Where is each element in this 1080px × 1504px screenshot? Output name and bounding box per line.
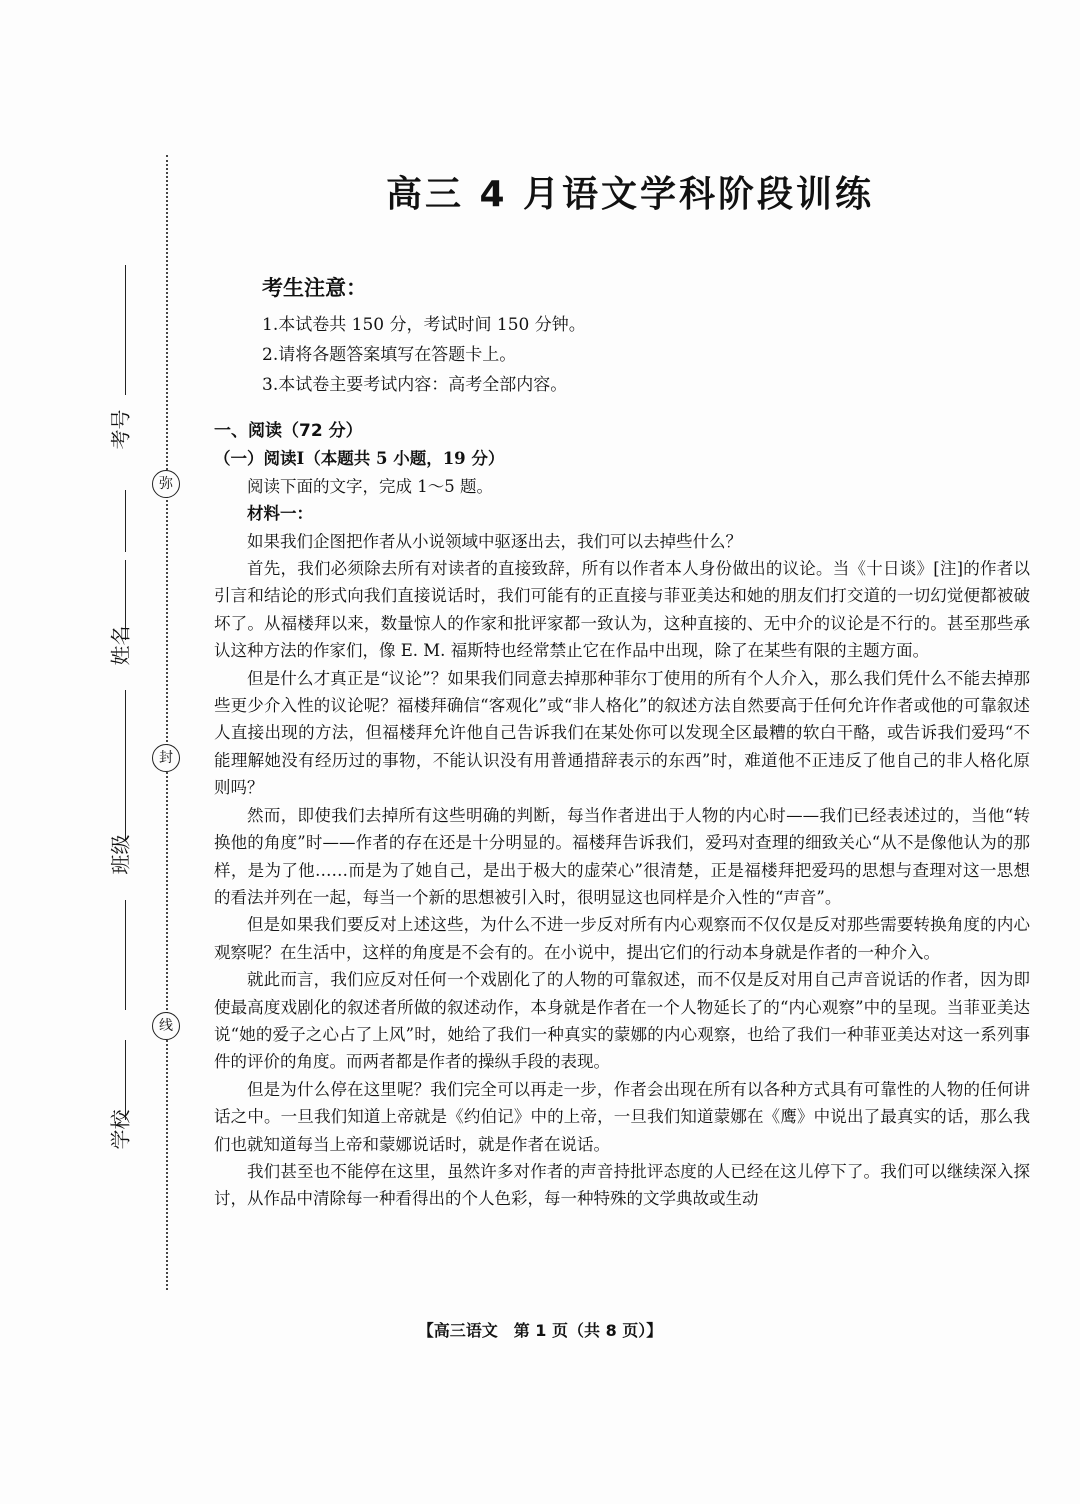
binding-dotted-line xyxy=(166,155,168,1290)
reading-content xyxy=(214,418,1030,1213)
section-heading: 一、阅读（72 分） xyxy=(214,421,363,441)
reading-instruction: 阅读下面的文字，完成 1～5 题。 xyxy=(247,476,493,496)
passage-paragraph: 但是为什么停在这里呢？我们完全可以再走一步，作者会出现在所有以各种方式具有可靠性的人物的任何讲话之中。一旦我们知道上帝就是《约伯记》中的上帝，一旦我们知道蒙娜在《鹰》中说出了最真实的话，那么我们也就知道每当上帝和蒙娜说话时，就是作者在说话。 xyxy=(214,1079,1030,1154)
passage-paragraph: 首先，我们必须除去所有对读者的直接致辞，所有以作者本人身份做出的议论。当《十日谈》[注]的作者以引言和结论的形式向我们直接说话时，我们可能有的正直接与菲亚美达和她的朋友们打交道的一切幻觉便都被破坏了。从福楼拜以来，数量惊人的作家和批评家都一致认为，这种直接的、无中介的议论是不行的。甚至那些承认这种方法的作家们，像 E. M. 福斯特也经常禁止它在作品中出现，除了在某些有限的主题方面。 xyxy=(214,559,1030,661)
passage-paragraph: 但是什么才真正是“议论”？如果我们同意去掉那种菲尔丁使用的所有个人介入，那么我们凭什么不能去掉那些更少介入性的议论呢？福楼拜确信“客观化”或“非人格化”的叙述方法自然要高于任何允许作者或他的可靠叙述人直接出现的方法，但福楼拜允许他自己告诉我们在某处你可以发现全区最糟的软白干酪，或告诉我们爱玛“不能理解她没有经历过的事物，不能认识没有用普通措辞表示的东西”时，难道他不正违反了他自己的非人格化原则吗？ xyxy=(214,668,1030,798)
exam-notice xyxy=(262,272,862,400)
kaohao-field-line-lower xyxy=(125,490,126,552)
passage-paragraph: 我们甚至也不能停在这里，虽然许多对作者的声音持批评态度的人已经在这儿停下了。我们可以继续深入探讨，从作品中清除每一种看得出的个人色彩，每一种特殊的文学典故或生动 xyxy=(214,1161,1030,1209)
xingming-field-line-lower xyxy=(125,690,126,840)
page-title: 高三 4 月语文学科阶段训练 xyxy=(385,174,875,215)
material-label: 材料一： xyxy=(247,504,313,524)
xuexiao-label: 学校 xyxy=(108,1109,133,1150)
seal-mark-xian: 线 xyxy=(152,1012,180,1040)
xuexiao-field-line xyxy=(125,1040,126,1120)
banji-field-line xyxy=(125,900,126,1010)
passage-paragraph: 但是如果我们要反对上述这些，为什么不进一步反对所有内心观察而不仅仅是反对那些需要转换角度的内心观察呢？在生活中，这样的角度是不会有的。在小说中，提出它们的行动本身就是作者的一种介入。 xyxy=(214,915,1030,962)
notice-item: 1.本试卷共 150 分，考试时间 150 分钟。 xyxy=(262,315,586,335)
notice-item: 2.请将各题答案填写在答题卡上。 xyxy=(262,345,517,365)
passage-paragraph: 如果我们企图把作者从小说领域中驱逐出去，我们可以去掉些什么？ xyxy=(247,531,742,551)
notice-heading: 考生注意： xyxy=(262,276,367,300)
xingming-label: 姓名 xyxy=(108,625,133,666)
seal-mark-feng: 封 xyxy=(152,744,180,772)
passage-paragraph: 然而，即使我们去掉所有这些明确的判断，每当作者进出于人物的内心时——我们已经表述过的，当他“转换他的角度”时——作者的存在还是十分明显的。福楼拜告诉我们，爱玛对查理的细致关心“从不是像他认为的那样，是为了他……而是为了她自己，是出于极大的虚荣心”很清楚，正是福楼拜把爱玛的思想与查理对这一思想的看法并列在一起，每当一个新的思想被引入时，很明显这也同样是介入性的“声音”。 xyxy=(214,805,1030,907)
kaohao-field-line xyxy=(125,265,126,395)
notice-item: 3.本试卷主要考试内容：高考全部内容。 xyxy=(262,375,568,395)
page-footer: 【高三语文 第 1 页（共 8 页）】 xyxy=(417,1321,663,1340)
subsection-heading: （一）阅读Ⅰ（本题共 5 小题，19 分） xyxy=(214,449,505,469)
seal-mark-mi: 弥 xyxy=(152,470,180,498)
kaohao-label: 考号 xyxy=(108,409,133,450)
passage-paragraph: 就此而言，我们应反对任何一个戏剧化了的人物的可靠叙述，而不仅是反对用自己声音说话的作者，因为即使最高度戏剧化的叙述者所做的叙述动作，本身就是作者在一个人物延长了的“内心观察”中的呈现。当菲亚美达说“她的爱子之心占了上风”时，她给了我们一种真实的蒙娜的内心观察，也给了我们一种菲亚美达对这一系列事件的评价的角度。而两者都是作者的操纵手段的表现。 xyxy=(214,970,1030,1072)
banji-label: 班级 xyxy=(108,834,133,875)
